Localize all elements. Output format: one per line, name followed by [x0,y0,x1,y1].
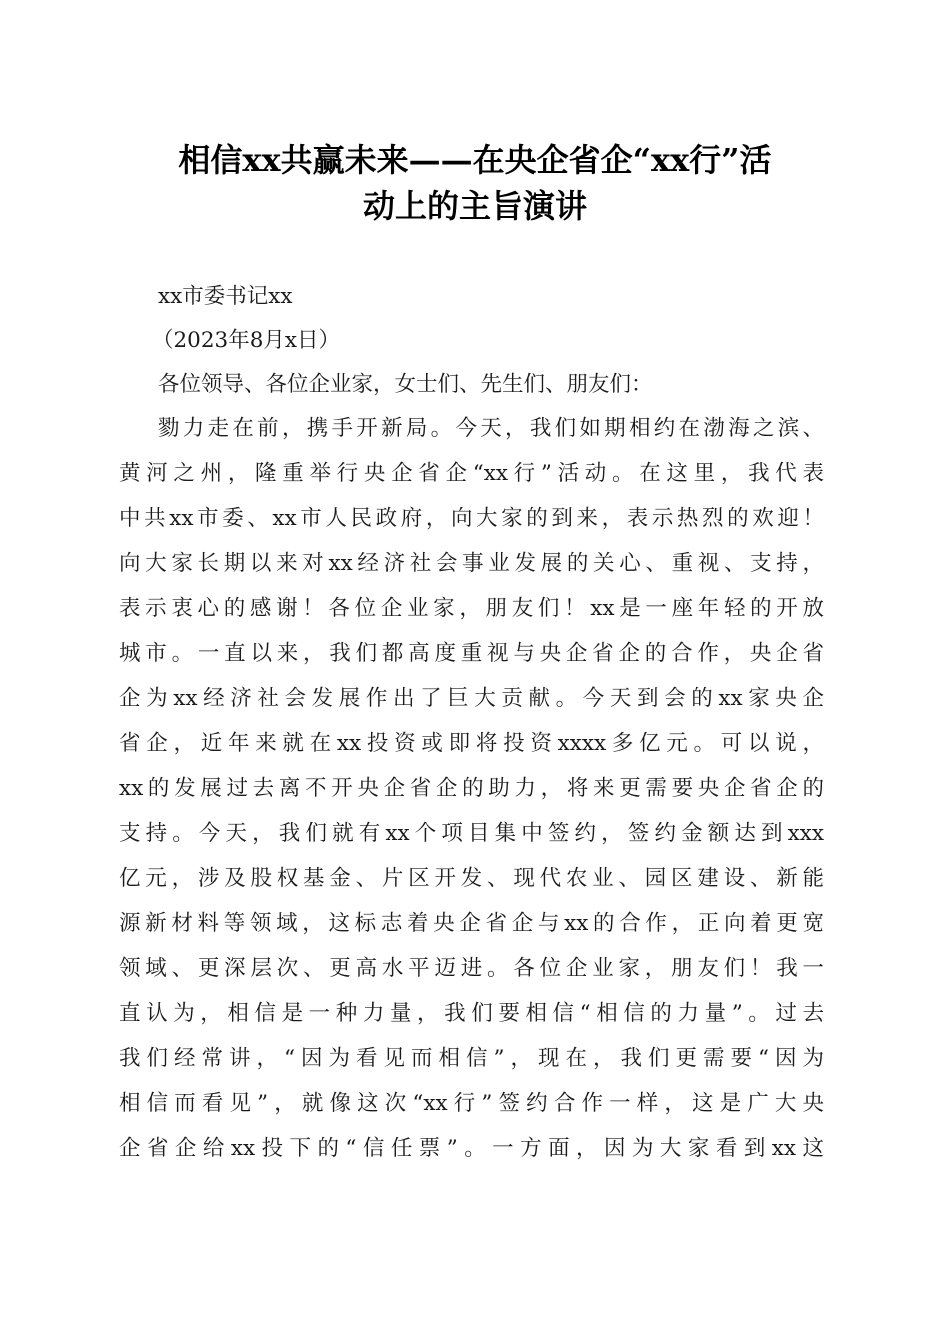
paragraph-line: 我们经常讲，“因为看见而相信”，现在，我们更需要“因为 [119,1046,824,1071]
author-line: xx市委书记xx [158,284,293,309]
paragraph-line: 中共xx市委、xx市人民政府，向大家的到来，表示热烈的欢迎！ [119,506,824,531]
paragraph-line: 直认为，相信是一种力量，我们要相信“相信的力量”。过去 [119,1001,824,1026]
paragraph-line: 源新材料等领域，这标志着央企省企与xx的合作，正向着更宽 [119,911,824,936]
paragraph-line: 相信而看见”，就像这次“xx行”签约合作一样，这是广大央 [119,1091,824,1116]
paragraph-line: 省企，近年来就在xx投资或即将投资xxxx多亿元。可以说， [119,731,824,756]
document-title-line-2: 动上的主旨演讲 [362,187,587,225]
document-title-line-1: 相信xx共赢未来——在央企省企“xx行”活 [178,141,772,179]
paragraph-line: 向大家长期以来对xx经济社会事业发展的关心、重视、支持， [119,551,824,576]
paragraph-line: 企为xx经济社会发展作出了巨大贡献。今天到会的xx家央企 [119,686,824,711]
paragraph-line: 领域、更深层次、更高水平迈进。各位企业家，朋友们！我一 [119,956,824,981]
greeting-line: 各位领导、各位企业家，女士们、先生们、朋友们： [158,372,653,397]
paragraph-line: 支持。今天，我们就有xx个项目集中签约，签约金额达到xxx [119,821,824,846]
paragraph-line: 勠力走在前，携手开新局。今天，我们如期相约在渤海之滨、 [158,416,824,441]
paragraph-line: 黄河之州，隆重举行央企省企“xx行”活动。在这里，我代表 [119,461,824,486]
paragraph-line: 城市。一直以来，我们都高度重视与央企省企的合作，央企省 [119,641,824,666]
paragraph-line: 亿元，涉及股权基金、片区开发、现代农业、园区建设、新能 [119,866,824,891]
paragraph-line: 企省企给xx投下的“信任票”。一方面，因为大家看到xx这 [119,1136,824,1161]
paragraph-line: 表示衷心的感谢！各位企业家，朋友们！xx是一座年轻的开放 [119,596,824,621]
paragraph-line: xx的发展过去离不开央企省企的助力，将来更需要央企省企的 [119,776,824,801]
date-line: （2023年8月x日） [152,328,341,353]
